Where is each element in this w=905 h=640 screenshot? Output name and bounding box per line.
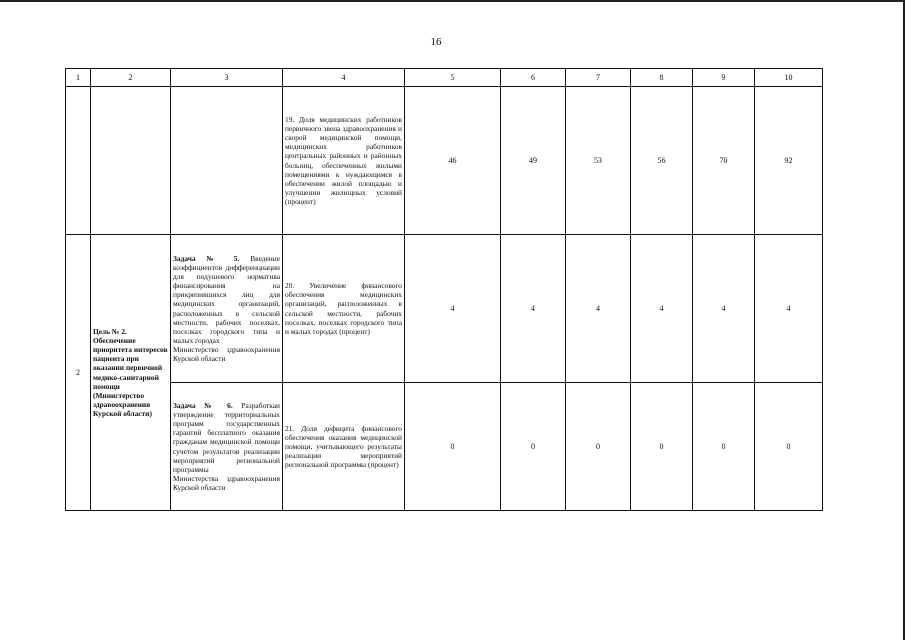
value-cell: 49 bbox=[501, 87, 566, 235]
task-heading: Задача № 5. bbox=[173, 254, 240, 264]
value-cell: 0 bbox=[405, 383, 501, 511]
scan-edge-top bbox=[0, 0, 905, 2]
indicator-cell: 19. Доля медицинских работников первичного звена здравоохранения и скорой медицинской помощи, медицинских работников центральных районных и районных больниц, обеспеченных жилыми помещениями к нуждающимся в обеспечении жилой площадью и улучшении жилищных условий (процент) bbox=[283, 87, 405, 235]
task-text: Введение коэффициентов дифференциации для подушевого норматива финансирования на прикрепившихся лиц для медицинских организаций, расположенных в сельской местности, рабочих поселках, поселках городского типа и малых городах bbox=[173, 254, 280, 345]
page-number: 16 bbox=[430, 36, 442, 48]
value-cell: 53 bbox=[566, 87, 631, 235]
value-cell: 4 bbox=[755, 235, 823, 383]
value-cell: 4 bbox=[566, 235, 631, 383]
column-header: 6 bbox=[501, 69, 566, 87]
task-cell bbox=[171, 235, 283, 383]
column-header: 2 bbox=[91, 69, 171, 87]
value-cell: 46 bbox=[405, 87, 501, 235]
column-header: 10 bbox=[755, 69, 823, 87]
column-header: 3 bbox=[171, 69, 283, 87]
indicator-cell: 21. Доля дефицита финансового обеспечения оказания медицинской помощи, учитывающего результаты реализации мероприятий региональной программы (процент) bbox=[283, 383, 405, 511]
value-cell: 92 bbox=[755, 87, 823, 235]
value-cell: 0 bbox=[501, 383, 566, 511]
table-row bbox=[66, 87, 823, 235]
goal-cell: Цель № 2. Обеспечение приоритета интересов пациента при оказании первичной медико-санитарной помощи (Министерство здравоохранения Курской области) bbox=[91, 235, 171, 511]
value-cell: 0 bbox=[755, 383, 823, 511]
value-cell: 0 bbox=[693, 383, 755, 511]
empty-cell bbox=[171, 87, 283, 235]
indicator-cell: 20. Увеличение финансового обеспечения медицинских организаций, расположенных в сельской местности, рабочих поселках, поселках городского типа и малых городах (процент) bbox=[283, 235, 405, 383]
column-header: 7 bbox=[566, 69, 631, 87]
value-cell: 4 bbox=[631, 235, 693, 383]
table-row bbox=[66, 383, 823, 511]
task-heading: Задача № 6. bbox=[173, 401, 233, 411]
table-header-row bbox=[66, 69, 823, 87]
value-cell: 4 bbox=[501, 235, 566, 383]
table-row bbox=[66, 235, 823, 383]
value-cell: 4 bbox=[405, 235, 501, 383]
column-header: 8 bbox=[631, 69, 693, 87]
empty-cell bbox=[66, 87, 91, 235]
column-header: 9 bbox=[693, 69, 755, 87]
column-header: 5 bbox=[405, 69, 501, 87]
row-number-cell: 2 bbox=[66, 235, 91, 511]
empty-cell bbox=[91, 87, 171, 235]
task-text: Разработкаи утверждение территориальных программ государственных гарантий бесплатного оказания гражданам медицинской помощи сучетом результатов реализации мероприятий региональной программы bbox=[173, 401, 280, 474]
value-cell: 4 bbox=[693, 235, 755, 383]
value-cell: 0 bbox=[566, 383, 631, 511]
value-cell: 70 bbox=[693, 87, 755, 235]
task-cell bbox=[171, 383, 283, 511]
value-cell: 0 bbox=[631, 383, 693, 511]
task-ministry: Министерство здравоохранения Курской области bbox=[173, 344, 280, 363]
indicators-table bbox=[65, 68, 823, 511]
task-ministry: Министерства здравоохранения Курской области bbox=[173, 473, 280, 492]
value-cell: 56 bbox=[631, 87, 693, 235]
column-header: 1 bbox=[66, 69, 91, 87]
column-header: 4 bbox=[283, 69, 405, 87]
